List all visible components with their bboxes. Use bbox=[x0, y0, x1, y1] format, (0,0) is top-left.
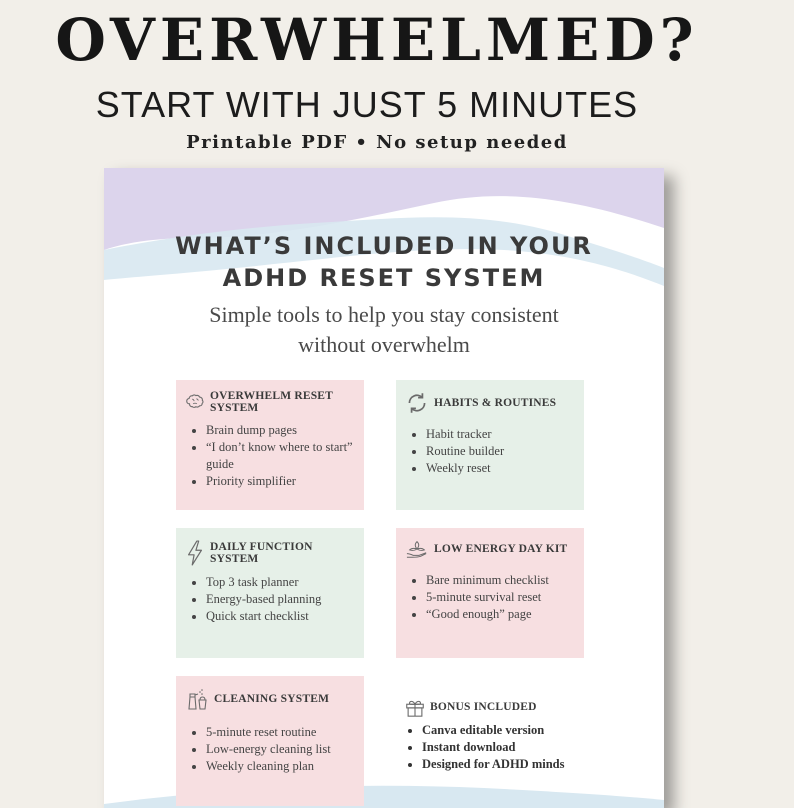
card-overwhelm-reset bbox=[176, 380, 364, 510]
list-item: • “Good enough” page bbox=[426, 606, 576, 623]
brain-icon bbox=[184, 391, 206, 413]
list-item: • Energy-based planning bbox=[206, 591, 356, 608]
gift-icon bbox=[404, 696, 426, 718]
card-title: HABITS & ROUTINES bbox=[434, 397, 557, 409]
list-item: • Priority simplifier bbox=[206, 473, 356, 490]
card-cleaning-system bbox=[176, 676, 364, 806]
card-habits-routines bbox=[396, 380, 584, 510]
list-item: • 5-minute reset routine bbox=[206, 724, 356, 741]
card-bonus-included bbox=[396, 686, 584, 796]
list-item: • Weekly cleaning plan bbox=[206, 758, 356, 775]
list-item: • “I don’t know where to start” guide bbox=[206, 439, 356, 473]
sheet-subtitle: Simple tools to help you stay consistent without overwhelm bbox=[209, 302, 559, 357]
product-sheet bbox=[104, 168, 664, 808]
list-item: • Weekly reset bbox=[426, 460, 576, 477]
list-item: • Brain dump pages bbox=[206, 422, 356, 439]
list-item: • Instant download bbox=[422, 739, 576, 756]
list-item: • Habit tracker bbox=[426, 426, 576, 443]
list-item: • Bare minimum checklist bbox=[426, 572, 576, 589]
cleaning-spray-icon bbox=[184, 686, 210, 712]
headline: OVERWHELMED? bbox=[55, 6, 699, 74]
lotus-hand-icon bbox=[404, 538, 430, 560]
list-item: • Canva editable version bbox=[422, 722, 576, 739]
card-title: OVERWHELM RESET SYSTEM bbox=[210, 390, 333, 414]
list-item: • Top 3 task planner bbox=[206, 574, 356, 591]
list-item: • Designed for ADHD minds bbox=[422, 756, 576, 773]
sheet-title: WHAT’S INCLUDED IN YOUR ADHD RESET SYSTEM bbox=[175, 232, 593, 292]
list-item: • Low-energy cleaning list bbox=[206, 741, 356, 758]
card-title: CLEANING SYSTEM bbox=[214, 693, 330, 705]
card-title: DAILY FUNCTION SYSTEM bbox=[210, 541, 313, 565]
cycle-arrows-icon bbox=[404, 390, 430, 416]
list-item: • Quick start checklist bbox=[206, 608, 356, 625]
list-item: • Routine builder bbox=[426, 443, 576, 460]
card-daily-function bbox=[176, 528, 364, 658]
lightning-icon bbox=[184, 538, 206, 568]
card-low-energy-kit bbox=[396, 528, 584, 658]
tagline: Printable PDF • No setup needed bbox=[186, 132, 568, 153]
subhead: START WITH JUST 5 MINUTES bbox=[95, 84, 639, 125]
card-title: LOW ENERGY DAY KIT bbox=[434, 543, 568, 555]
list-item: • 5-minute survival reset bbox=[426, 589, 576, 606]
card-title: BONUS INCLUDED bbox=[430, 701, 537, 713]
